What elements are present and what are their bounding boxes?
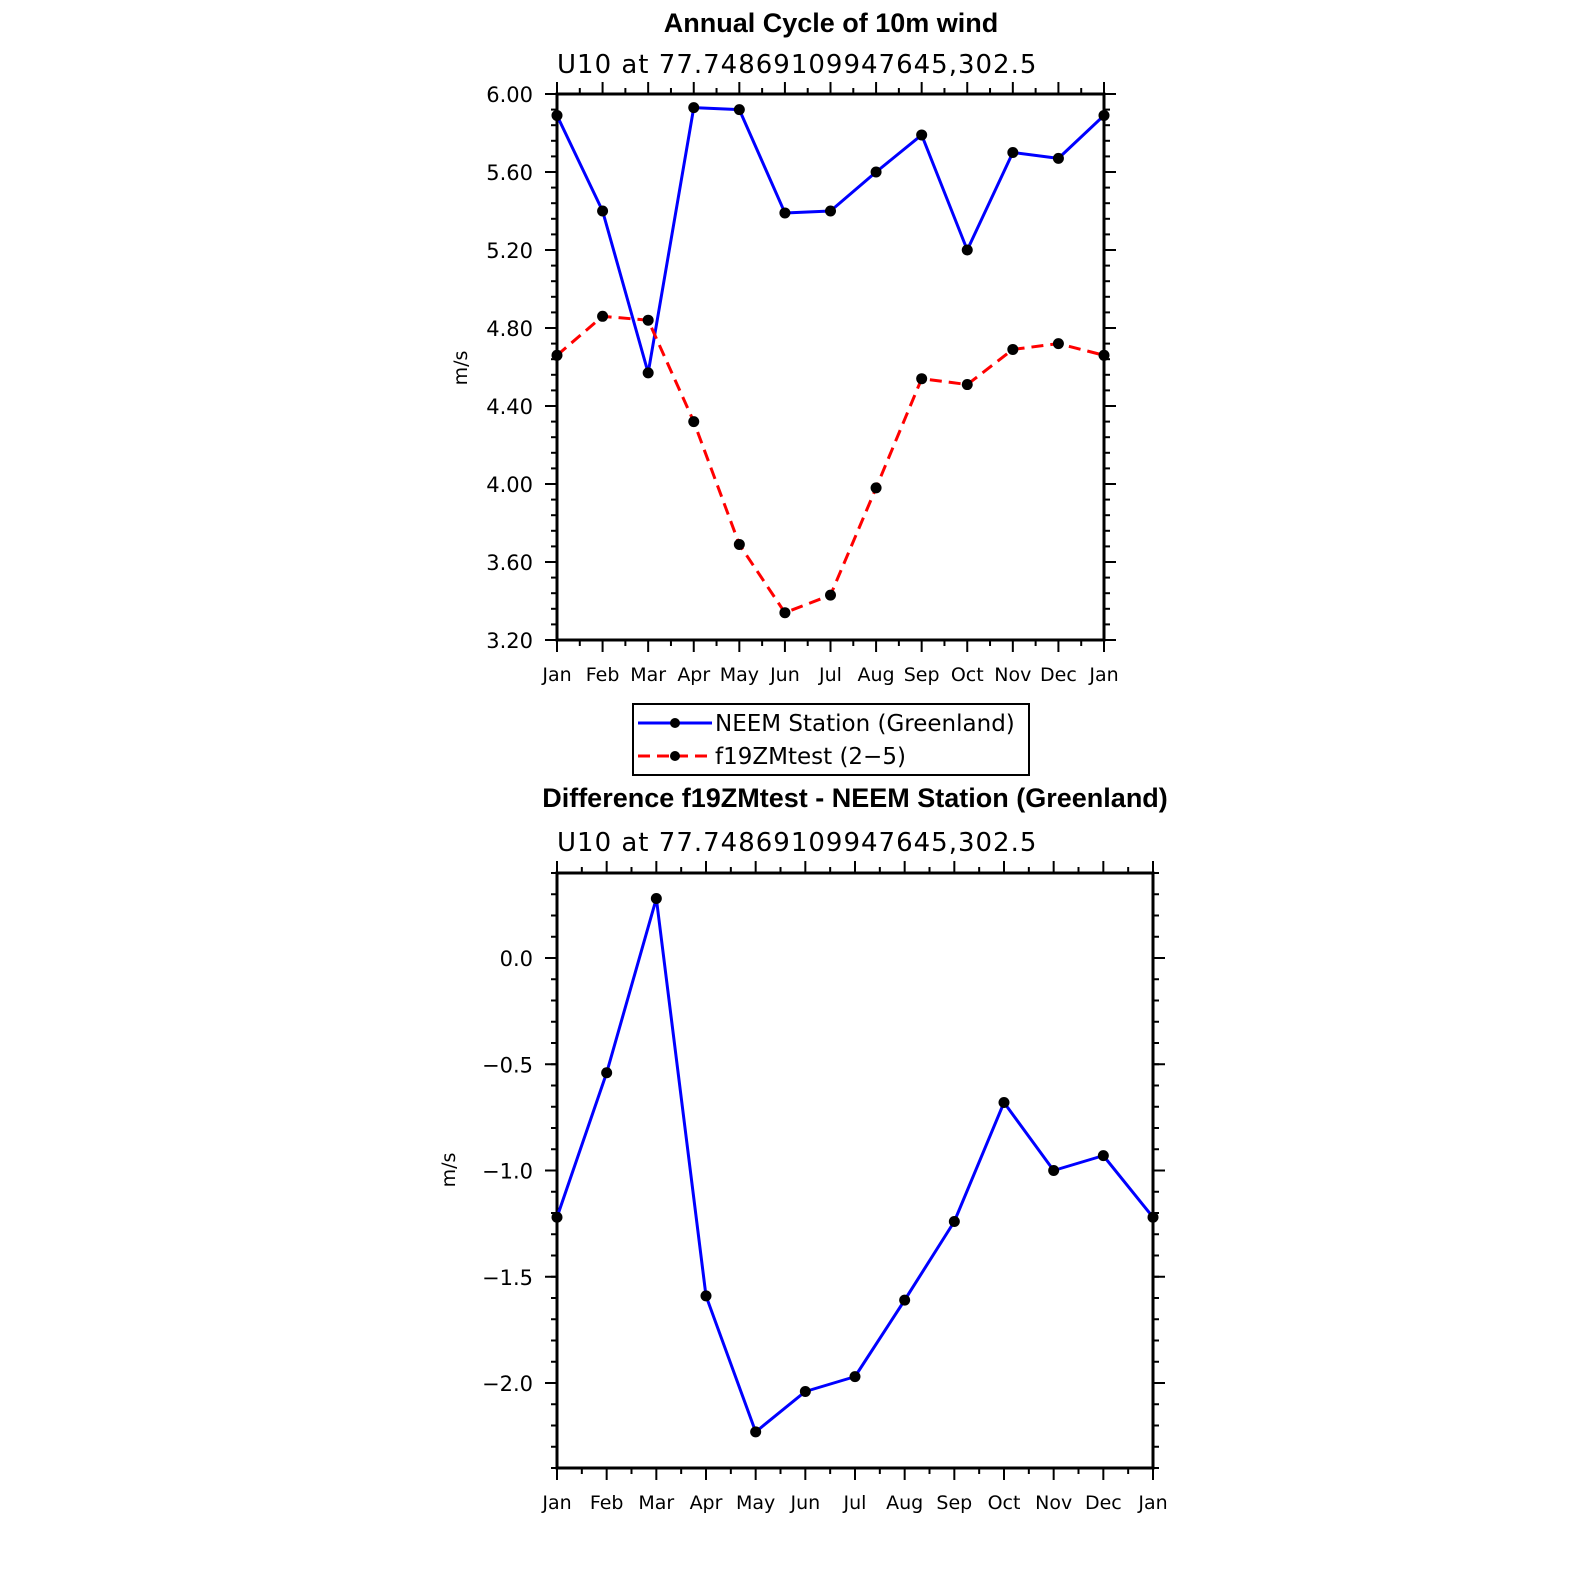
series-line-1 bbox=[557, 316, 1104, 612]
panel1-subtitle: U10 at 77.74869109947645,302.5 bbox=[557, 50, 1038, 80]
x-tick-label: Aug bbox=[857, 664, 895, 686]
series-line-0 bbox=[557, 108, 1104, 373]
y-tick-label: 4.40 bbox=[486, 395, 533, 419]
x-tick-label: Jun bbox=[790, 1492, 821, 1514]
x-tick-label: Jan bbox=[1089, 664, 1119, 686]
data-point-series-0 bbox=[1053, 153, 1064, 164]
data-point-series-1 bbox=[1053, 338, 1064, 349]
x-tick-label: Jul bbox=[843, 1492, 867, 1514]
panel2-plot bbox=[482, 861, 1168, 1514]
legend-label-f19zmtest: f19ZMtest (2−5) bbox=[715, 744, 906, 770]
data-point-series-0 bbox=[1048, 1165, 1059, 1176]
data-point-series-0 bbox=[601, 1067, 612, 1078]
legend-marker-neem bbox=[670, 718, 680, 728]
panel1-title: Annual Cycle of 10m wind bbox=[663, 8, 999, 38]
x-tick-label: Oct bbox=[987, 1492, 1021, 1514]
x-tick-label: Aug bbox=[886, 1492, 924, 1514]
y-tick-label: 4.80 bbox=[486, 317, 533, 341]
data-point-series-0 bbox=[800, 1386, 811, 1397]
data-point-series-1 bbox=[643, 315, 654, 326]
y-tick-label: 3.60 bbox=[486, 551, 533, 575]
data-point-series-0 bbox=[552, 1212, 563, 1223]
data-point-series-0 bbox=[949, 1216, 960, 1227]
y-tick-label: −0.5 bbox=[482, 1053, 533, 1078]
legend-label-neem: NEEM Station (Greenland) bbox=[715, 711, 1015, 737]
data-point-series-0 bbox=[899, 1295, 910, 1306]
x-tick-label: Jun bbox=[770, 664, 800, 686]
x-tick-label: Oct bbox=[950, 664, 984, 686]
data-point-series-0 bbox=[1007, 147, 1018, 158]
y-tick-label: 4.00 bbox=[486, 473, 533, 497]
data-point-series-0 bbox=[688, 102, 699, 113]
x-tick-label: Sep bbox=[936, 1492, 973, 1514]
data-point-series-0 bbox=[962, 245, 973, 256]
panel1-plot bbox=[486, 82, 1118, 686]
x-tick-label: May bbox=[736, 1492, 776, 1514]
data-point-series-1 bbox=[734, 539, 745, 550]
data-point-series-0 bbox=[552, 110, 563, 121]
data-point-series-0 bbox=[1148, 1212, 1159, 1223]
y-tick-label: 3.20 bbox=[486, 629, 533, 653]
data-point-series-0 bbox=[850, 1371, 861, 1382]
x-tick-label: Jul bbox=[819, 664, 842, 686]
data-point-series-0 bbox=[916, 129, 927, 140]
data-point-series-0 bbox=[734, 104, 745, 115]
x-tick-label: May bbox=[719, 664, 759, 686]
x-tick-label: Nov bbox=[994, 664, 1032, 686]
data-point-series-0 bbox=[750, 1426, 761, 1437]
panel2-y-axis-label: m/s bbox=[438, 1152, 460, 1188]
data-point-series-0 bbox=[1098, 1150, 1109, 1161]
x-tick-label: Mar bbox=[630, 664, 667, 686]
x-tick-label: Mar bbox=[638, 1492, 675, 1514]
legend-marker-f19zmtest bbox=[670, 751, 680, 761]
y-tick-label: 0.0 bbox=[499, 947, 533, 971]
x-tick-label: Apr bbox=[689, 1492, 723, 1514]
data-point-series-0 bbox=[1099, 110, 1110, 121]
data-point-series-1 bbox=[688, 416, 699, 427]
data-point-series-0 bbox=[701, 1290, 712, 1301]
x-tick-label: Feb bbox=[589, 1492, 624, 1514]
series-line-0 bbox=[557, 899, 1153, 1432]
x-tick-label: Sep bbox=[903, 664, 940, 686]
panel2-subtitle: U10 at 77.74869109947645,302.5 bbox=[557, 828, 1038, 858]
data-point-series-1 bbox=[1007, 344, 1018, 355]
x-tick-label: Nov bbox=[1035, 1492, 1073, 1514]
x-tick-label: Dec bbox=[1084, 1492, 1122, 1514]
y-tick-label: −1.5 bbox=[482, 1265, 533, 1290]
data-point-series-1 bbox=[779, 607, 790, 618]
y-tick-label: −1.0 bbox=[482, 1159, 533, 1184]
data-point-series-1 bbox=[1099, 350, 1110, 361]
y-tick-label: 5.20 bbox=[486, 239, 533, 263]
y-tick-label: 6.00 bbox=[486, 83, 533, 107]
plot-frame bbox=[557, 94, 1104, 640]
data-point-series-0 bbox=[643, 367, 654, 378]
data-point-series-1 bbox=[916, 373, 927, 384]
y-tick-label: −2.0 bbox=[482, 1372, 533, 1396]
data-point-series-1 bbox=[871, 482, 882, 493]
data-point-series-0 bbox=[825, 206, 836, 217]
data-point-series-1 bbox=[825, 590, 836, 601]
data-point-series-1 bbox=[597, 311, 608, 322]
data-point-series-0 bbox=[779, 207, 790, 218]
x-tick-label: Jan bbox=[1138, 1492, 1168, 1514]
data-point-series-1 bbox=[962, 379, 973, 390]
x-tick-label: Jan bbox=[542, 1492, 572, 1514]
panel1-y-axis-label: m/s bbox=[450, 350, 472, 386]
data-point-series-0 bbox=[999, 1097, 1010, 1108]
y-tick-label: 5.60 bbox=[486, 161, 533, 185]
x-tick-label: Feb bbox=[585, 664, 620, 686]
x-tick-label: Apr bbox=[677, 664, 711, 686]
data-point-series-0 bbox=[597, 206, 608, 217]
x-tick-label: Jan bbox=[542, 664, 572, 686]
data-point-series-1 bbox=[552, 350, 563, 361]
legend bbox=[633, 704, 1029, 775]
data-point-series-0 bbox=[651, 893, 662, 904]
x-tick-label: Dec bbox=[1040, 664, 1077, 686]
data-point-series-0 bbox=[871, 167, 882, 178]
panel2-title: Difference f19ZMtest - NEEM Station (Greenland) bbox=[542, 783, 1168, 813]
